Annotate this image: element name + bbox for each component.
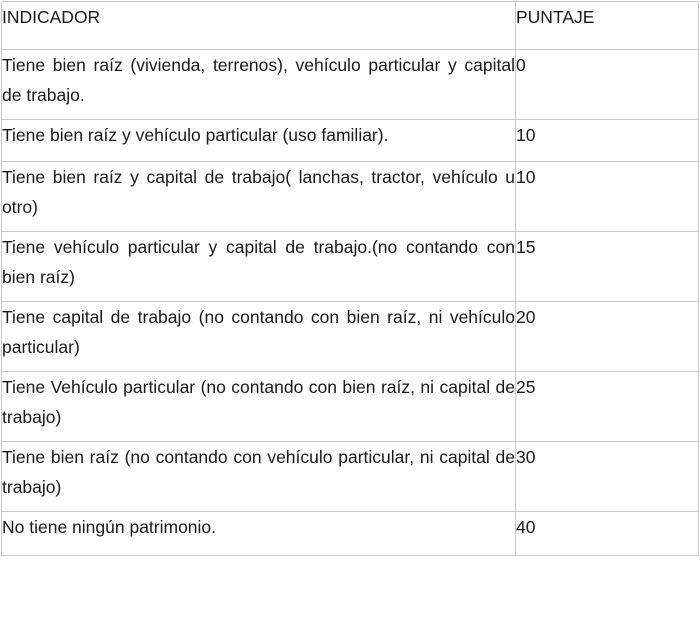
puntaje-cell: 40 xyxy=(516,512,699,556)
table-row xyxy=(2,162,699,232)
puntaje-cell: 0 xyxy=(516,50,699,120)
indicador-cell: Tiene bien raíz (vivienda, terrenos), vehículo particular y capital de trabajo. xyxy=(2,50,516,120)
puntaje-cell: 25 xyxy=(516,372,699,442)
indicador-cell: No tiene ningún patrimonio. xyxy=(2,512,516,556)
indicador-cell: Tiene Vehículo particular (no contando con bien raíz, ni capital de trabajo) xyxy=(2,372,516,442)
table-row xyxy=(2,120,699,162)
table-row xyxy=(2,512,699,556)
scoring-table xyxy=(1,1,699,556)
puntaje-cell: 15 xyxy=(516,232,699,302)
puntaje-cell: 10 xyxy=(516,162,699,232)
table-row xyxy=(2,50,699,120)
indicador-cell: Tiene bien raíz (no contando con vehículo particular, ni capital de trabajo) xyxy=(2,442,516,512)
table-row xyxy=(2,442,699,512)
table-row xyxy=(2,302,699,372)
indicador-cell: Tiene vehículo particular y capital de trabajo.(no contando con bien raíz) xyxy=(2,232,516,302)
indicador-cell: Tiene bien raíz y vehículo particular (uso familiar). xyxy=(2,120,516,162)
header-puntaje: PUNTAJE xyxy=(516,2,699,50)
table-row xyxy=(2,372,699,442)
table-header-row xyxy=(2,2,699,50)
puntaje-cell: 30 xyxy=(516,442,699,512)
indicador-cell: Tiene bien raíz y capital de trabajo( lanchas, tractor, vehículo u otro) xyxy=(2,162,516,232)
indicador-cell: Tiene capital de trabajo (no contando con bien raíz, ni vehículo particular) xyxy=(2,302,516,372)
puntaje-cell: 20 xyxy=(516,302,699,372)
puntaje-cell: 10 xyxy=(516,120,699,162)
header-indicador: INDICADOR xyxy=(2,2,516,50)
table-row xyxy=(2,232,699,302)
